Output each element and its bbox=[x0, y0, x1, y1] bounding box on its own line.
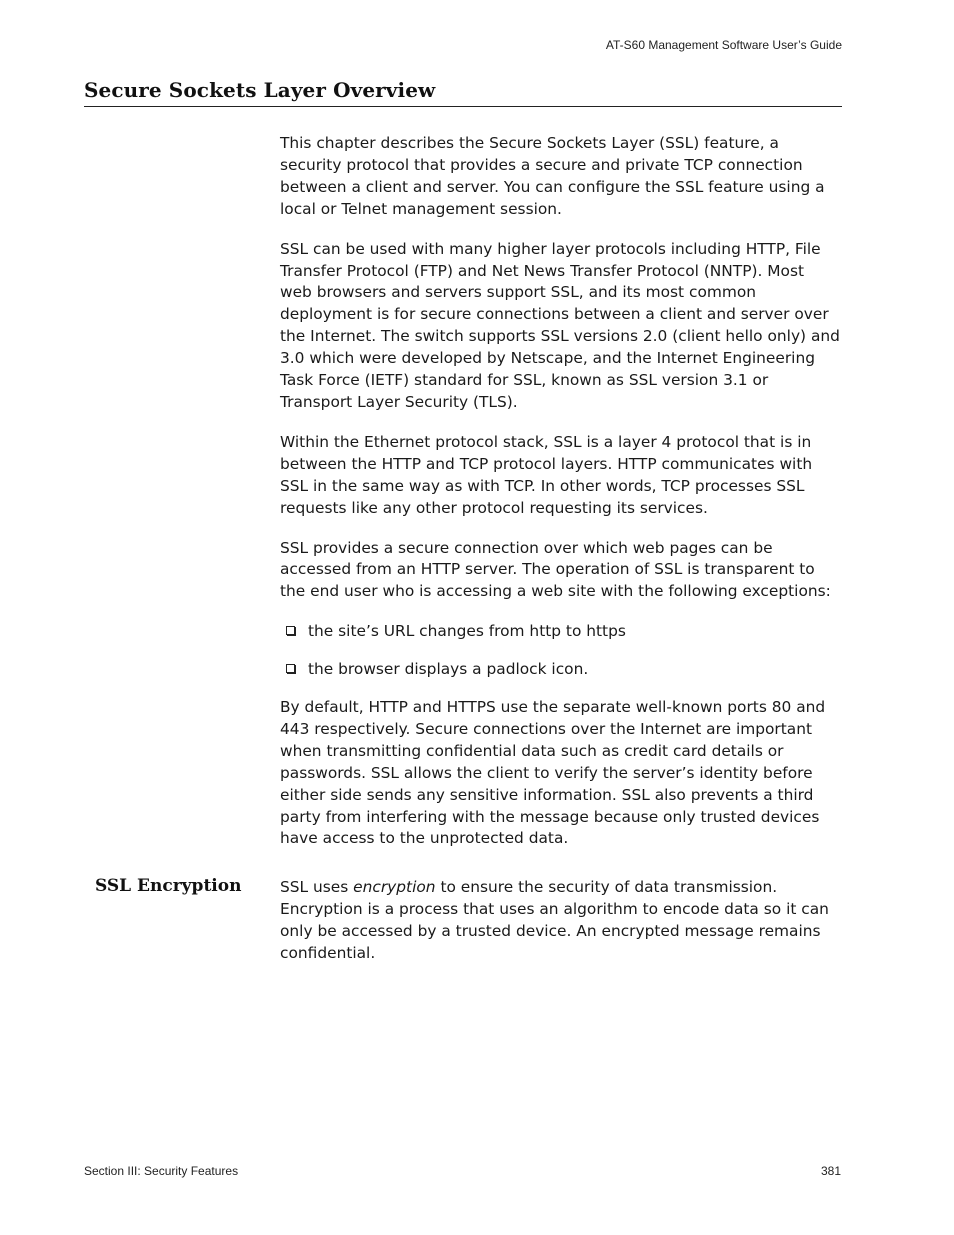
encryption-text-before: SSL uses bbox=[280, 878, 354, 896]
overview-paragraph-4: SSL provides a secure connection over which web pages can be accessed from an HTTP server. The operation of SSL is transparent to the end user who is accessing a web site with the following exceptions: bbox=[280, 538, 831, 601]
encryption-body bbox=[280, 877, 840, 983]
overview-paragraph-5: By default, HTTP and HTTPS use the separate well-known ports 80 and 443 respectively. Secure connections over the Internet are important when transmitting confidential data such as credit card details or passwords. SSL allows the client to verify the server’s identity before either side sends any sensitive information. SSL also prevents a third party from interfering with the message because only trusted devices have access to the unprotected data. bbox=[280, 698, 826, 848]
overview-body bbox=[280, 133, 840, 868]
encryption-emphasis: encryption bbox=[353, 878, 436, 896]
running-header: AT-S60 Management Software User’s Guide bbox=[605, 38, 842, 52]
section-heading-ssl-encryption: SSL Encryption bbox=[95, 876, 242, 896]
exceptions-list bbox=[280, 621, 840, 681]
checkbox-bullet-icon bbox=[286, 664, 295, 673]
chapter-title: Secure Sockets Layer Overview bbox=[84, 78, 842, 107]
list-item-text: the site’s URL changes from http to https bbox=[308, 622, 626, 641]
encryption-paragraph bbox=[280, 877, 840, 965]
footer-page-number: 381 bbox=[820, 1164, 841, 1178]
footer-section-label: Section III: Security Features bbox=[84, 1164, 239, 1178]
overview-paragraph-1: This chapter describes the Secure Sockets Layer (SSL) feature, a security protocol that provides a secure and private TCP connection between a client and server. You can configure the SSL feature using a local or Telnet management session. bbox=[280, 134, 825, 218]
overview-paragraph-3: Within the Ethernet protocol stack, SSL is a layer 4 protocol that is in between the HTTP and TCP protocol layers. HTTP communicates with SSL in the same way as with TCP. In other words, TCP processes SSL requests like any other protocol requesting its services. bbox=[280, 432, 813, 517]
list-item bbox=[308, 621, 840, 643]
list-item bbox=[308, 659, 840, 681]
checkbox-bullet-icon bbox=[286, 626, 295, 635]
encryption-text-after: to ensure the security of data transmission. Encryption is a process that uses an algorithm to encode data so it can only be accessed by a trusted device. An encrypted message remains confidential. bbox=[280, 878, 829, 962]
overview-paragraph-2: SSL can be used with many higher layer protocols including HTTP, File Transfer Protocol (FTP) and Net News Transfer Protocol (NNTP). Most web browsers and servers support SSL, and its most common deployment is for secure connections between a client and server over the Internet. The switch supports SSL versions 2.0 (client hello only) and 3.0 which were developed by Netscape, and the Internet Engineering Task Force (IETF) standard for SSL, known as SSL version 3.1 or Transport Layer Security (TLS). bbox=[280, 239, 840, 411]
list-item-text: the browser displays a padlock icon. bbox=[308, 660, 589, 679]
